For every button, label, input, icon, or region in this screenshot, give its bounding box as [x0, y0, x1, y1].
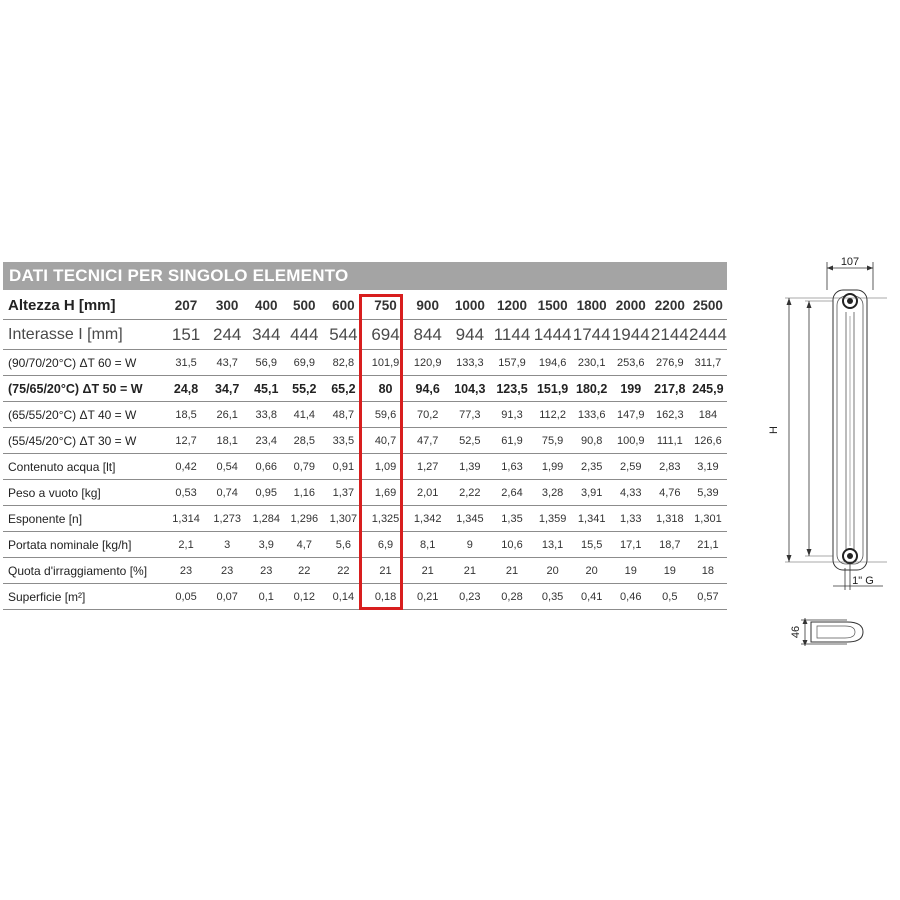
table-cell: 31,5: [164, 350, 207, 376]
height-dimension-label: H: [768, 426, 780, 434]
table-cell: 8,1: [407, 532, 448, 558]
table-cell: 4,7: [286, 532, 323, 558]
table-cell: 1,27: [407, 454, 448, 480]
table-cell: 2144: [651, 320, 689, 350]
specs-table: [3, 292, 727, 610]
height-cell: 2000: [611, 292, 651, 320]
height-cell: 2500: [689, 292, 727, 320]
table-cell: 15,5: [573, 532, 611, 558]
table-cell: 1444: [533, 320, 573, 350]
table-cell: 2,01: [407, 480, 448, 506]
table-cell: 56,9: [247, 350, 286, 376]
table-cell: 91,3: [491, 402, 532, 428]
table-cell: 1,16: [286, 480, 323, 506]
table-cell: 12,7: [164, 428, 207, 454]
row-label: Contenuto acqua [lt]: [3, 454, 164, 480]
table-cell: 694: [364, 320, 407, 350]
table-cell: 844: [407, 320, 448, 350]
height-cell: 500: [286, 292, 323, 320]
radiator-element-diagram: [765, 250, 895, 660]
table-cell: 2,59: [611, 454, 651, 480]
height-header-row: [3, 292, 727, 320]
table-cell: 0,18: [364, 584, 407, 610]
table-cell: 1144: [491, 320, 532, 350]
table-cell: 184: [689, 402, 727, 428]
table-cell: 28,5: [286, 428, 323, 454]
table-cell: 133,3: [448, 350, 491, 376]
table-row: [3, 506, 727, 532]
table-cell: 944: [448, 320, 491, 350]
table-cell: 230,1: [573, 350, 611, 376]
height-cell: 1500: [533, 292, 573, 320]
table-cell: 21: [491, 558, 532, 584]
table-cell: 2,64: [491, 480, 532, 506]
table-cell: 444: [286, 320, 323, 350]
table-cell: 21: [407, 558, 448, 584]
table-cell: 45,1: [247, 376, 286, 402]
table-cell: 20: [533, 558, 573, 584]
height-cell: 900: [407, 292, 448, 320]
table-cell: 18: [689, 558, 727, 584]
table-cell: 24,8: [164, 376, 207, 402]
table-cell: 26,1: [208, 402, 247, 428]
table-cell: 2,83: [651, 454, 689, 480]
table-cell: 18,5: [164, 402, 207, 428]
table-cell: 1,39: [448, 454, 491, 480]
table-cell: 75,9: [533, 428, 573, 454]
table-cell: 120,9: [407, 350, 448, 376]
table-row: [3, 402, 727, 428]
table-cell: 276,9: [651, 350, 689, 376]
table-cell: 18,1: [208, 428, 247, 454]
table-cell: 2,22: [448, 480, 491, 506]
table-row: [3, 558, 727, 584]
table-cell: 21: [448, 558, 491, 584]
table-cell: 43,7: [208, 350, 247, 376]
table-cell: 253,6: [611, 350, 651, 376]
table-cell: 0,41: [573, 584, 611, 610]
table-cell: 1,359: [533, 506, 573, 532]
table-cell: 111,1: [651, 428, 689, 454]
table-row: [3, 350, 727, 376]
table-cell: 70,2: [407, 402, 448, 428]
table-cell: 22: [286, 558, 323, 584]
table-cell: 77,3: [448, 402, 491, 428]
table-cell: 0,28: [491, 584, 532, 610]
table-cell: 126,6: [689, 428, 727, 454]
height-cell: 750: [364, 292, 407, 320]
table-cell: 48,7: [323, 402, 364, 428]
table-cell: 1,345: [448, 506, 491, 532]
table-cell: 0,21: [407, 584, 448, 610]
table-cell: 3,9: [247, 532, 286, 558]
table-cell: 344: [247, 320, 286, 350]
table-cell: 0,1: [247, 584, 286, 610]
height-cell: 207: [164, 292, 207, 320]
table-row: [3, 532, 727, 558]
table-cell: 1,273: [208, 506, 247, 532]
row-label: Portata nominale [kg/h]: [3, 532, 164, 558]
table-cell: 217,8: [651, 376, 689, 402]
depth-dimension-label: 46: [790, 625, 802, 639]
table-cell: 10,6: [491, 532, 532, 558]
table-cell: 55,2: [286, 376, 323, 402]
table-cell: 18,7: [651, 532, 689, 558]
table-cell: 1,318: [651, 506, 689, 532]
table-cell: 23: [164, 558, 207, 584]
table-cell: 2,1: [164, 532, 207, 558]
table-cell: 20: [573, 558, 611, 584]
table-cell: 194,6: [533, 350, 573, 376]
table-cell: 0,42: [164, 454, 207, 480]
table-cell: 0,5: [651, 584, 689, 610]
table-cell: 245,9: [689, 376, 727, 402]
table-cell: 100,9: [611, 428, 651, 454]
table-cell: 21: [364, 558, 407, 584]
table-cell: 4,33: [611, 480, 651, 506]
table-cell: 1,314: [164, 506, 207, 532]
table-cell: 1,63: [491, 454, 532, 480]
table-cell: 94,6: [407, 376, 448, 402]
table-cell: 3,19: [689, 454, 727, 480]
row-label: Superficie [m²]: [3, 584, 164, 610]
table-cell: 65,2: [323, 376, 364, 402]
table-cell: 41,4: [286, 402, 323, 428]
table-row: [3, 320, 727, 350]
table-cell: 23,4: [247, 428, 286, 454]
height-cell: 1200: [491, 292, 532, 320]
table-cell: 1,284: [247, 506, 286, 532]
table-row: [3, 584, 727, 610]
table-cell: 101,9: [364, 350, 407, 376]
table-cell: 0,74: [208, 480, 247, 506]
row-label: Interasse I [mm]: [3, 320, 164, 350]
table-cell: 3,28: [533, 480, 573, 506]
table-cell: 1,37: [323, 480, 364, 506]
table-cell: 147,9: [611, 402, 651, 428]
table-cell: 0,23: [448, 584, 491, 610]
row-label: Peso a vuoto [kg]: [3, 480, 164, 506]
table-cell: 0,79: [286, 454, 323, 480]
table-cell: 13,1: [533, 532, 573, 558]
table-cell: 0,35: [533, 584, 573, 610]
table-cell: 5,6: [323, 532, 364, 558]
table-cell: 0,14: [323, 584, 364, 610]
table-cell: 311,7: [689, 350, 727, 376]
table-cell: 544: [323, 320, 364, 350]
table-cell: 1,296: [286, 506, 323, 532]
table-cell: 17,1: [611, 532, 651, 558]
table-cell: 1,307: [323, 506, 364, 532]
table-cell: 59,6: [364, 402, 407, 428]
table-cell: 3: [208, 532, 247, 558]
table-cell: 3,91: [573, 480, 611, 506]
table-cell: 2,35: [573, 454, 611, 480]
table-cell: 52,5: [448, 428, 491, 454]
row-label: (65/55/20°C) ΔT 40 = W: [3, 402, 164, 428]
table-row: [3, 480, 727, 506]
connection-size-label: 1" G: [852, 575, 874, 587]
table-cell: 151,9: [533, 376, 573, 402]
table-cell: 33,8: [247, 402, 286, 428]
table-cell: 0,91: [323, 454, 364, 480]
table-cell: 123,5: [491, 376, 532, 402]
table-cell: 112,2: [533, 402, 573, 428]
table-cell: 1,341: [573, 506, 611, 532]
table-cell: 47,7: [407, 428, 448, 454]
table-cell: 23: [208, 558, 247, 584]
row-label: Esponente [n]: [3, 506, 164, 532]
table-cell: 199: [611, 376, 651, 402]
row-label: (55/45/20°C) ΔT 30 = W: [3, 428, 164, 454]
table-cell: 80: [364, 376, 407, 402]
table-cell: 9: [448, 532, 491, 558]
width-dimension-label: 107: [840, 256, 860, 268]
table-title: DATI TECNICI PER SINGOLO ELEMENTO: [3, 262, 727, 290]
height-cell: 1000: [448, 292, 491, 320]
row-label: (75/65/20°C) ΔT 50 = W: [3, 376, 164, 402]
table-cell: 0,46: [611, 584, 651, 610]
height-cell: 2200: [651, 292, 689, 320]
table-cell: 0,95: [247, 480, 286, 506]
table-cell: 0,54: [208, 454, 247, 480]
table-cell: 23: [247, 558, 286, 584]
row-label: (90/70/20°C) ΔT 60 = W: [3, 350, 164, 376]
table-row: [3, 376, 727, 402]
table-cell: 0,53: [164, 480, 207, 506]
specs-table-body: [3, 292, 727, 610]
table-cell: 1,342: [407, 506, 448, 532]
table-cell: 82,8: [323, 350, 364, 376]
table-cell: 162,3: [651, 402, 689, 428]
row-label: Altezza H [mm]: [3, 292, 164, 320]
row-label: Quota d'irraggiamento [%]: [3, 558, 164, 584]
table-cell: 19: [611, 558, 651, 584]
table-cell: 1,35: [491, 506, 532, 532]
table-cell: 1,99: [533, 454, 573, 480]
table-cell: 34,7: [208, 376, 247, 402]
table-cell: 0,07: [208, 584, 247, 610]
table-cell: 0,12: [286, 584, 323, 610]
table-cell: 0,57: [689, 584, 727, 610]
table-cell: 151: [164, 320, 207, 350]
height-cell: 300: [208, 292, 247, 320]
table-cell: 40,7: [364, 428, 407, 454]
table-cell: 19: [651, 558, 689, 584]
table-cell: 21,1: [689, 532, 727, 558]
table-row: [3, 454, 727, 480]
table-cell: 6,9: [364, 532, 407, 558]
height-cell: 1800: [573, 292, 611, 320]
table-cell: 104,3: [448, 376, 491, 402]
table-cell: 1,33: [611, 506, 651, 532]
height-cell: 600: [323, 292, 364, 320]
table-cell: 1944: [611, 320, 651, 350]
table-cell: 1,69: [364, 480, 407, 506]
table-cell: 90,8: [573, 428, 611, 454]
table-cell: 5,39: [689, 480, 727, 506]
table-cell: 22: [323, 558, 364, 584]
table-cell: 1,325: [364, 506, 407, 532]
table-cell: 1,09: [364, 454, 407, 480]
height-cell: 400: [247, 292, 286, 320]
table-cell: 0,66: [247, 454, 286, 480]
table-cell: 69,9: [286, 350, 323, 376]
table-cell: 0,05: [164, 584, 207, 610]
table-cell: 61,9: [491, 428, 532, 454]
table-cell: 1,301: [689, 506, 727, 532]
table-cell: 4,76: [651, 480, 689, 506]
table-cell: 244: [208, 320, 247, 350]
table-cell: 2444: [689, 320, 727, 350]
table-cell: 33,5: [323, 428, 364, 454]
table-cell: 157,9: [491, 350, 532, 376]
table-cell: 133,6: [573, 402, 611, 428]
table-row: [3, 428, 727, 454]
table-cell: 180,2: [573, 376, 611, 402]
table-cell: 1744: [573, 320, 611, 350]
